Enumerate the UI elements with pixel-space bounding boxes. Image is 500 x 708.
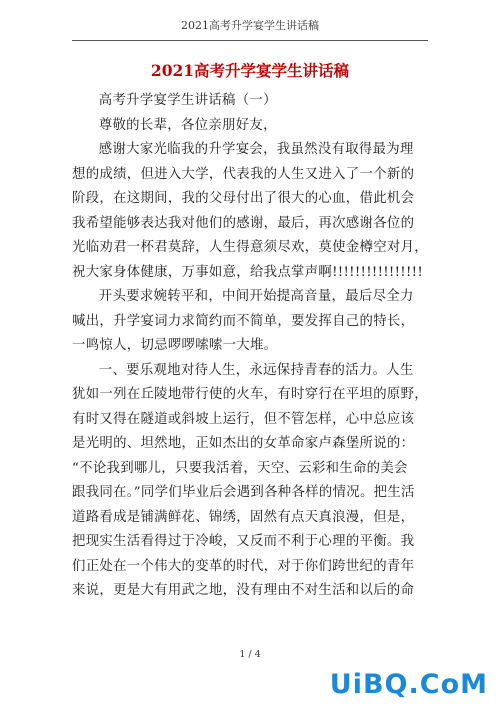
subtitle-text: 高考升学宴学生讲话稿（一） — [98, 93, 277, 108]
site-watermark: UiBQ.CoM — [329, 669, 488, 700]
header-divider — [72, 40, 428, 41]
paragraph-line: 跟我同在。”同学们毕业后会遇到各种各样的情况。把生活 — [72, 485, 415, 500]
running-header: 2021高考升学宴学生讲话稿 — [181, 19, 319, 32]
salutation — [72, 114, 428, 139]
paragraph-line: 有时又得在隧道或斜坡上运行，但不管怎样，心中总应该 — [72, 411, 415, 427]
paragraph-line: 道路看成是铺满鲜花、锦绣，固然有点天真浪漫，但是， — [72, 509, 415, 525]
paragraph-1 — [72, 138, 428, 285]
document-body — [72, 89, 428, 604]
paragraph-line: 们正处在一个伟大的变革的时代，对于你们跨世纪的青年 — [72, 558, 415, 574]
paragraph-line: 感谢大家光临我的升学宴会，我虽然没有取得最为理 — [98, 142, 414, 157]
document-title: 2021高考升学宴学生讲话稿 — [150, 61, 350, 80]
paragraph-line: 想的成绩，但进入大学，代表我的人生又进入了一个新的 — [72, 166, 415, 182]
paragraph-line: 光临劝君一杯君莫辞，人生得意须尽欢，莫使金樽空对月， — [72, 240, 428, 255]
paragraph-line: 喊出，升学宴词力求简约而不简单，要发挥自己的特长， — [72, 313, 415, 329]
subtitle — [72, 89, 428, 114]
paragraph-line: 一鸣惊人，切忌啰啰嗦嗦一大堆。 — [72, 338, 278, 353]
page-number: 1 / 4 — [239, 649, 261, 660]
paragraph-line: 一、要乐观地对待人生，永远保持青春的活力。人生 — [98, 362, 414, 378]
paragraph-3 — [72, 359, 428, 604]
paragraph-2 — [72, 285, 428, 359]
paragraph-line: 开头要求婉转平和，中间开始提高音量，最后尽全力 — [98, 289, 414, 304]
paragraph-line: 祝大家身体健康，万事如意，给我点掌声啊!!!!!!!!!!!!!!!! — [72, 264, 424, 280]
paragraph-line: 把现实生活看得过于冷峻，又反而不利于心理的平衡。我 — [72, 534, 415, 549]
paragraph-line: 来说，更是大有用武之地，没有理由不对生活和以后的命 — [72, 583, 415, 598]
paragraph-line: “不论我到哪儿，只要我活着，天空、云彩和生命的美会 — [72, 460, 408, 476]
paragraph-line: 我希望能够表达我对他们的感谢，最后，再次感谢各位的 — [72, 215, 415, 231]
paragraph-line: 犹如一列在丘陵地带行使的火车，有时穿行在平坦的原野， — [72, 387, 428, 402]
salutation-text: 尊敬的长辈，各位亲朋好友， — [98, 117, 277, 133]
paragraph-line: 是光明的、坦然地，正如杰出的女革命家卢森堡所说的： — [72, 436, 415, 451]
paragraph-line: 阶段，在这期间，我的父母付出了很大的心血，借此机会 — [72, 191, 415, 206]
